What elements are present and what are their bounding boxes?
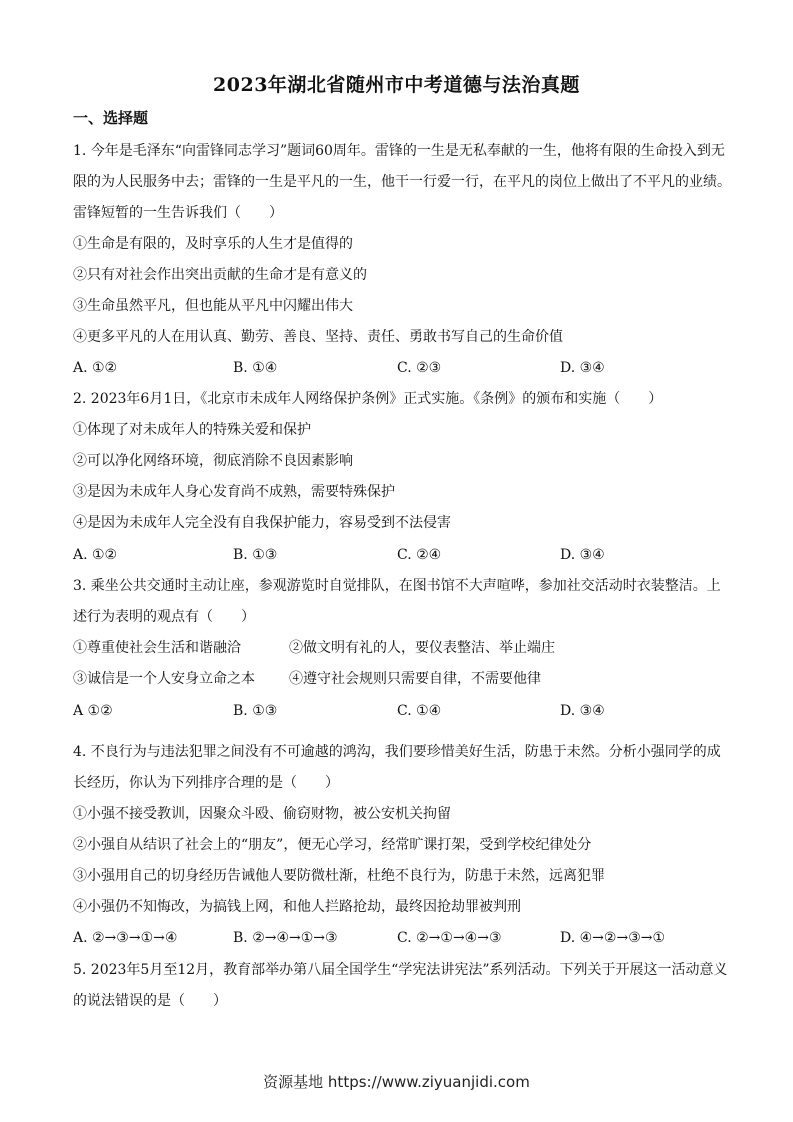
q1-option-a[interactable]: A. ①②	[73, 360, 118, 376]
q2-option-b[interactable]: B. ①③	[233, 547, 278, 563]
q3-option-c[interactable]: C. ①④	[397, 703, 442, 719]
footer-watermark: 资源基地 https://www.ziyuanjidi.com	[263, 1073, 530, 1091]
q1-item-2: ②只有对社会作出突出贡献的生命才是有意义的	[73, 267, 367, 283]
q3-item-4: ④遵守社会规则只需要自律，不需要他律	[289, 671, 541, 687]
q1-option-c[interactable]: C. ②③	[397, 360, 442, 376]
q4-option-b[interactable]: B. ②→④→①→③	[233, 930, 338, 946]
q3-item-1: ①尊重使社会生活和谐融洽	[73, 640, 241, 656]
q1-item-3: ③生命虽然平凡，但也能从平凡中闪耀出伟大	[73, 298, 353, 314]
q1-stem-line-1: 1. 今年是毛泽东“向雷锋同志学习”题词60周年。雷锋的一生是无私奉献的一生，他将有限的生命投入到无	[73, 143, 725, 159]
q3-option-d[interactable]: D. ③④	[560, 703, 605, 719]
q2-stem-line-1: 2. 2023年6月1日，《北京市未成年人网络保护条例》正式实施。《条例》的颁布和实施（ ）	[73, 391, 663, 407]
q5-stem-line-1: 5. 2023年5月至12月，教育部举办第八届全国学生“学宪法讲宪法”系列活动。下列关于开展这一活动意义	[73, 962, 728, 978]
q4-option-d[interactable]: D. ④→②→③→①	[560, 930, 666, 946]
q4-item-1: ①小强不接受教训，因聚众斗殴、偷窃财物，被公安机关拘留	[73, 806, 451, 822]
q4-option-c[interactable]: C. ②→①→④→③	[397, 930, 502, 946]
q3-item-2: ②做文明有礼的人，要仪表整洁、举止端庄	[289, 640, 555, 656]
q1-item-4: ④更多平凡的人在用认真、勤劳、善良、坚持、责任、勇敢书写自己的生命价值	[73, 329, 563, 345]
q4-option-a[interactable]: A. ②→③→①→④	[73, 930, 178, 946]
q2-item-2: ②可以净化网络环境，彻底消除不良因素影响	[73, 453, 353, 469]
q4-stem-line-1: 4. 不良行为与违法犯罪之间没有不可逾越的鸿沟，我们要珍惜美好生活，防患于未然。分析小强同学的成	[73, 744, 721, 760]
q1-stem-line-3: 雷锋短暂的一生告诉我们（ ）	[73, 205, 283, 221]
q3-stem-line-1: 3. 乘坐公共交通时主动让座，参观游览时自觉排队，在图书馆不大声喧哗，参加社交活动时衣装整洁。上	[73, 578, 721, 594]
q1-item-1: ①生命是有限的，及时享乐的人生才是值得的	[73, 236, 353, 252]
q1-stem-line-2: 限的为人民服务中去；雷锋的一生是平凡的一生，他干一行爱一行，在平凡的岗位上做出了不平凡的业绩。	[73, 174, 731, 190]
q2-item-4: ④是因为未成年人完全没有自我保护能力，容易受到不法侵害	[73, 515, 451, 531]
q1-option-d[interactable]: D. ③④	[560, 360, 605, 376]
section-heading: 一、选择题	[73, 109, 149, 127]
q4-item-2: ②小强自从结识了社会上的“朋友”，便无心学习，经常旷课打架，受到学校纪律处分	[73, 837, 592, 853]
page-title: 2023年湖北省随州市中考道德与法治真题	[213, 74, 580, 96]
q1-option-b[interactable]: B. ①④	[233, 360, 278, 376]
q3-stem-line-2: 述行为表明的观点有（ ）	[73, 609, 255, 625]
q3-option-b[interactable]: B. ①③	[233, 703, 278, 719]
q3-option-a[interactable]: A ①②	[73, 703, 113, 719]
q4-stem-line-2: 长经历，你认为下列排序合理的是（ ）	[73, 775, 339, 791]
q4-item-4: ④小强仍不知悔改，为搞钱上网，和他人拦路抢劫，最终因抢劫罪被判刑	[73, 899, 521, 915]
q2-option-c[interactable]: C. ②④	[397, 547, 442, 563]
q2-option-d[interactable]: D. ③④	[560, 547, 605, 563]
q4-item-3: ③小强用自己的切身经历告诫他人要防微杜渐，杜绝不良行为，防患于未然，远离犯罪	[73, 868, 605, 884]
q2-item-3: ③是因为未成年人身心发育尚不成熟，需要特殊保护	[73, 484, 395, 500]
q5-stem-line-2: 的说法错误的是（ ）	[73, 993, 227, 1009]
q3-item-3: ③诚信是一个人安身立命之本	[73, 671, 255, 687]
q2-item-1: ①体现了对未成年人的特殊关爱和保护	[73, 422, 311, 438]
q2-option-a[interactable]: A. ①②	[73, 547, 118, 563]
